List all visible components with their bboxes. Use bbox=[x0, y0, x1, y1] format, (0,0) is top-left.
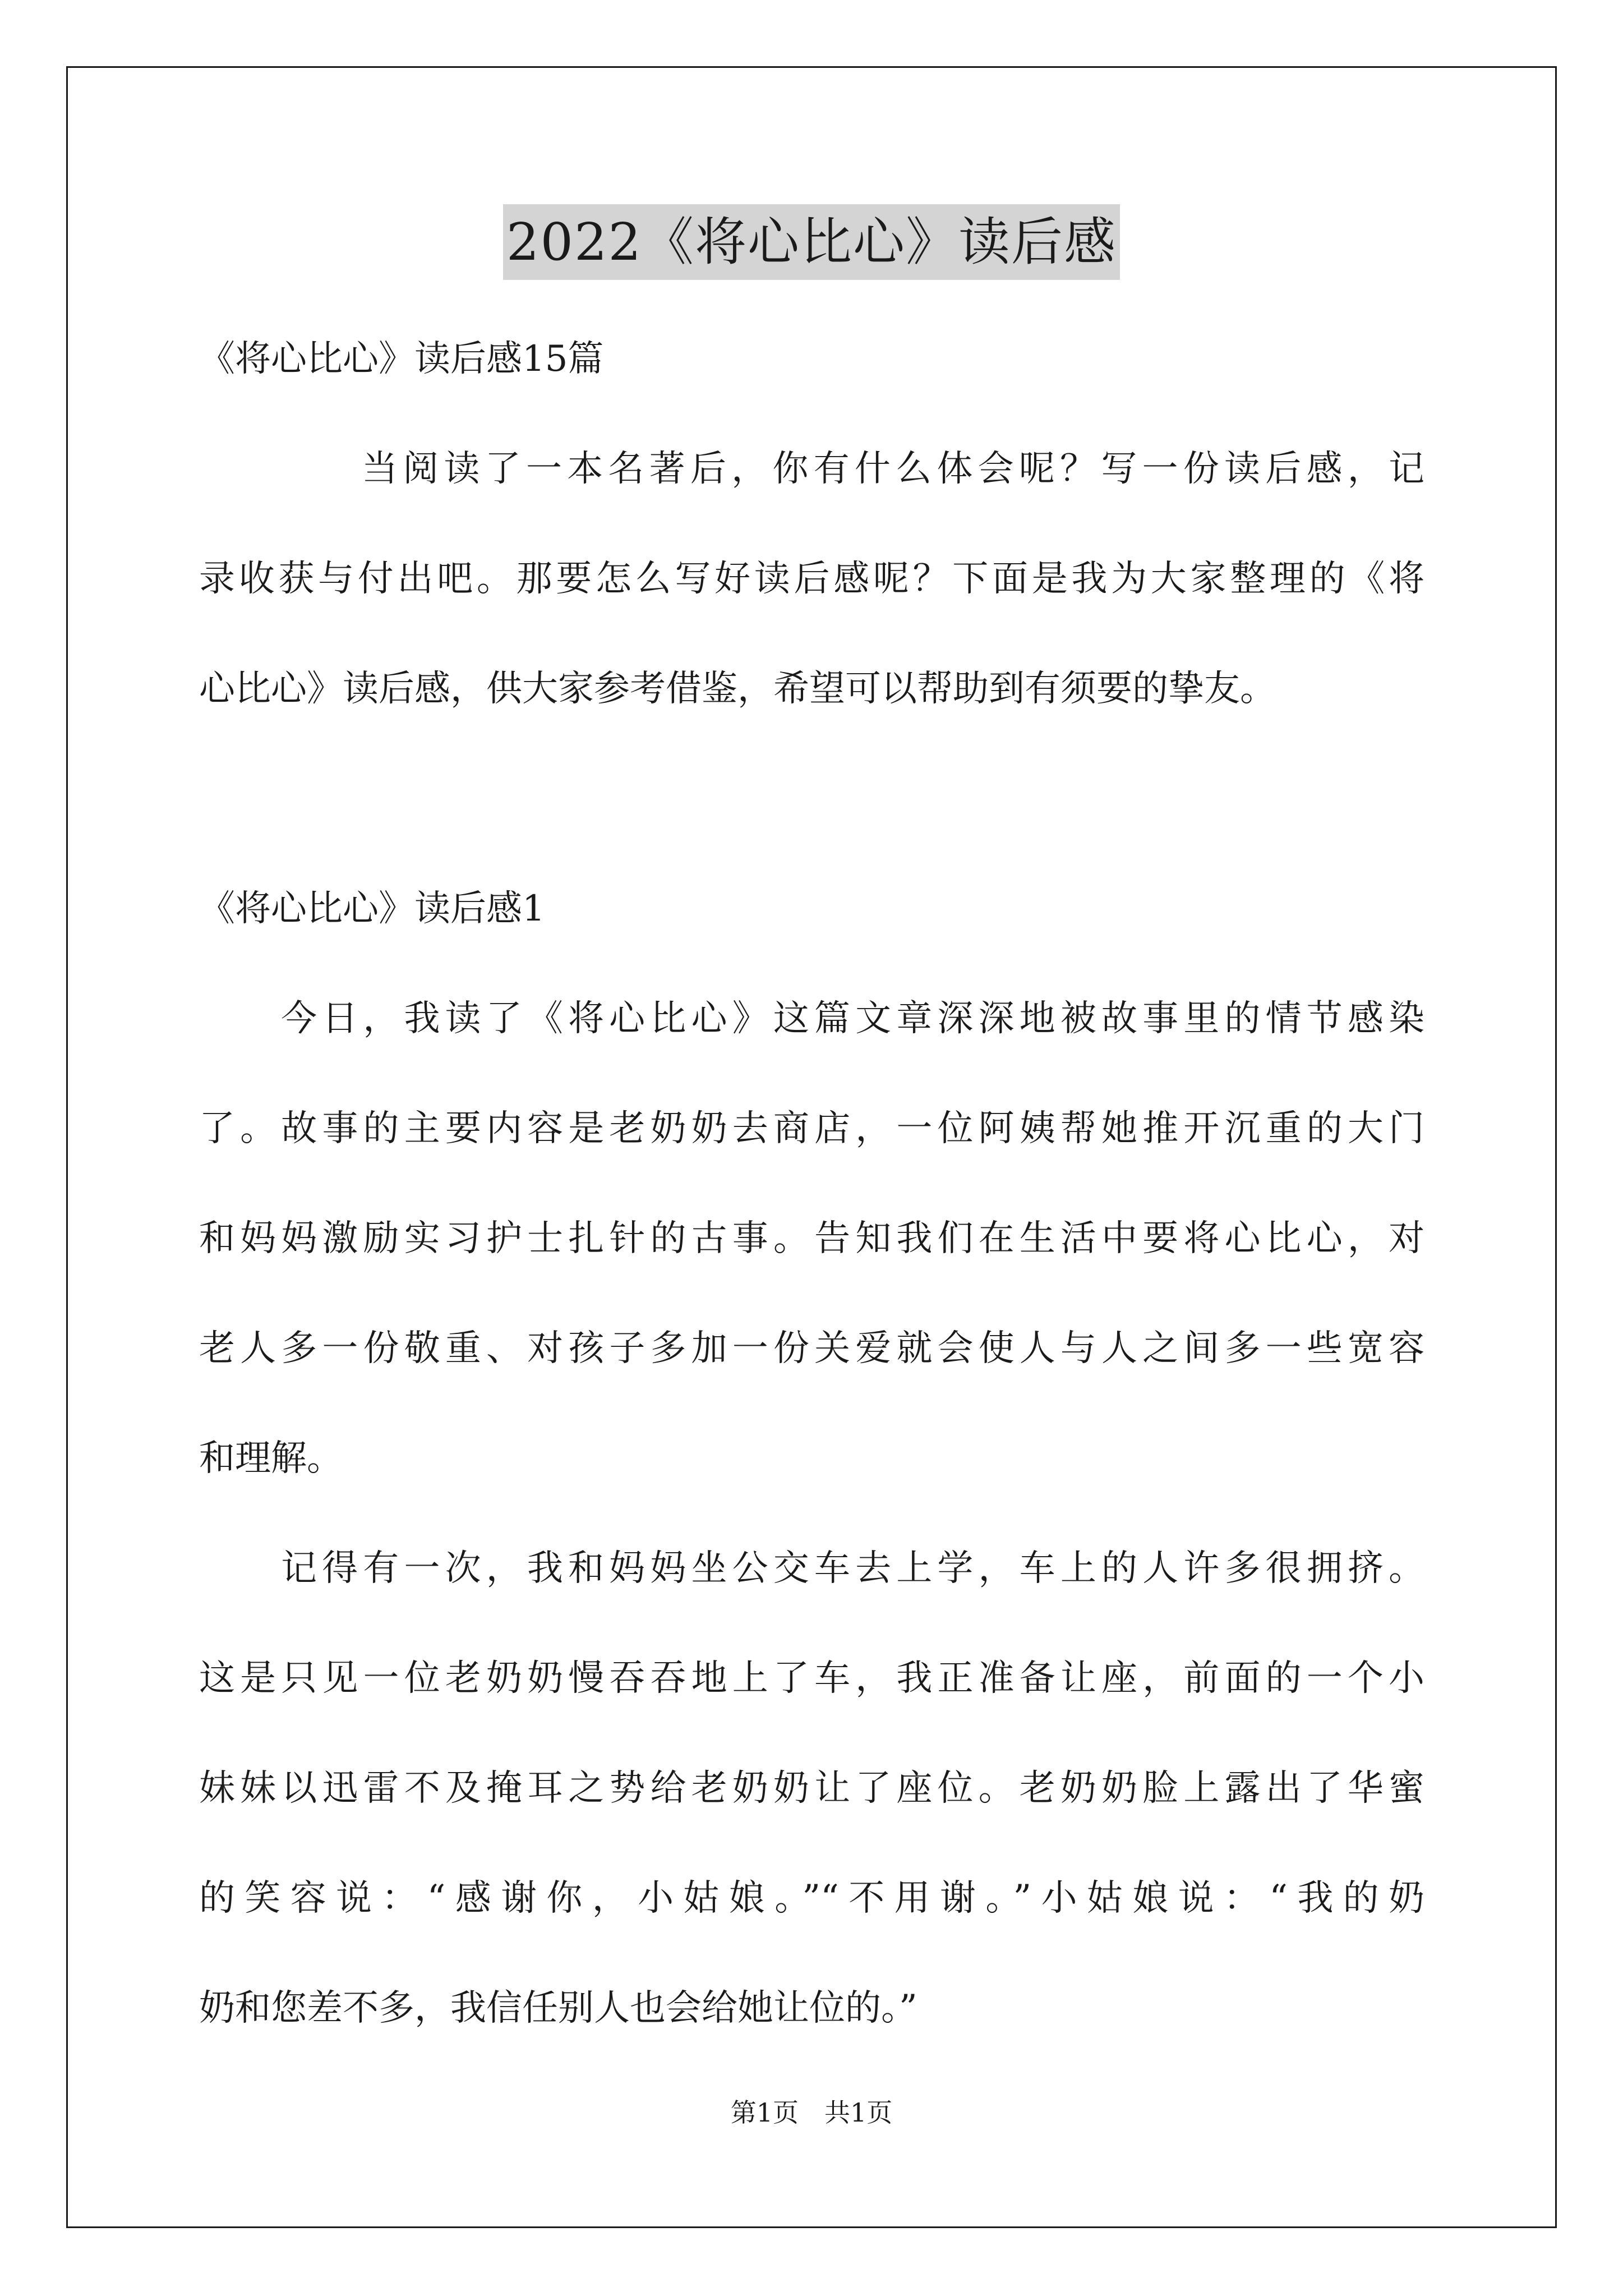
paragraph-line: 老人多一份敬重、对孩子多加一份关爱就会使人与人之间多一些宽容 bbox=[199, 1328, 1424, 1369]
page-number-footer: 第1页 共1页 bbox=[730, 2097, 893, 2128]
paragraph-line: 和理解。 bbox=[199, 1438, 343, 1479]
body-paragraph bbox=[199, 1513, 1424, 2063]
paragraph-line: 记得有一次，我和妈妈坐公交车去上学，车上的人许多很拥挤。 bbox=[281, 1548, 1424, 1589]
paragraph-line: 和妈妈激励实习护士扎针的古事。告知我们在生活中要将心比心，对 bbox=[199, 1218, 1424, 1259]
paragraph-line: 当阅读了一本名著后，你有什么体会呢？写一份读后感，记 bbox=[362, 448, 1424, 490]
intro-paragraph bbox=[199, 414, 1424, 744]
paragraph-line: 奶和您差不多，我信任别人也会给她让位的。” bbox=[199, 1987, 917, 2029]
title-block bbox=[0, 204, 1623, 280]
paragraph-line: 的笑容说：“感谢你，小姑娘。”“不用谢。”小姑娘说：“我的奶 bbox=[199, 1878, 1424, 1919]
section-heading: 《将心比心》读后感1 bbox=[199, 888, 545, 930]
paragraph-line: 今日，我读了《将心比心》这篇文章深深地被故事里的情节感染 bbox=[281, 998, 1424, 1039]
paragraph-line: 心比心》读后感，供大家参考借鉴，希望可以帮助到有须要的挚友。 bbox=[199, 668, 1276, 710]
body-paragraph bbox=[199, 964, 1424, 1513]
paragraph-line: 这是只见一位老奶奶慢吞吞地上了车，我正准备让座，前面的一个小 bbox=[199, 1658, 1424, 1699]
paragraph-line: 妹妹以迅雷不及掩耳之势给老奶奶让了座位。老奶奶脸上露出了华蜜 bbox=[199, 1768, 1424, 1809]
blank-line bbox=[199, 744, 1424, 854]
document-body bbox=[199, 304, 1424, 2063]
paragraph-line: 了。故事的主要内容是老奶奶去商店，一位阿姨帮她推开沉重的大门 bbox=[199, 1108, 1424, 1149]
paragraph-line: 录收获与付出吧。那要怎么写好读后感呢？下面是我为大家整理的《将 bbox=[199, 558, 1424, 600]
document-title: 2022《将心比心》读后感 bbox=[503, 204, 1120, 280]
subtitle: 《将心比心》读后感15篇 bbox=[199, 338, 604, 380]
